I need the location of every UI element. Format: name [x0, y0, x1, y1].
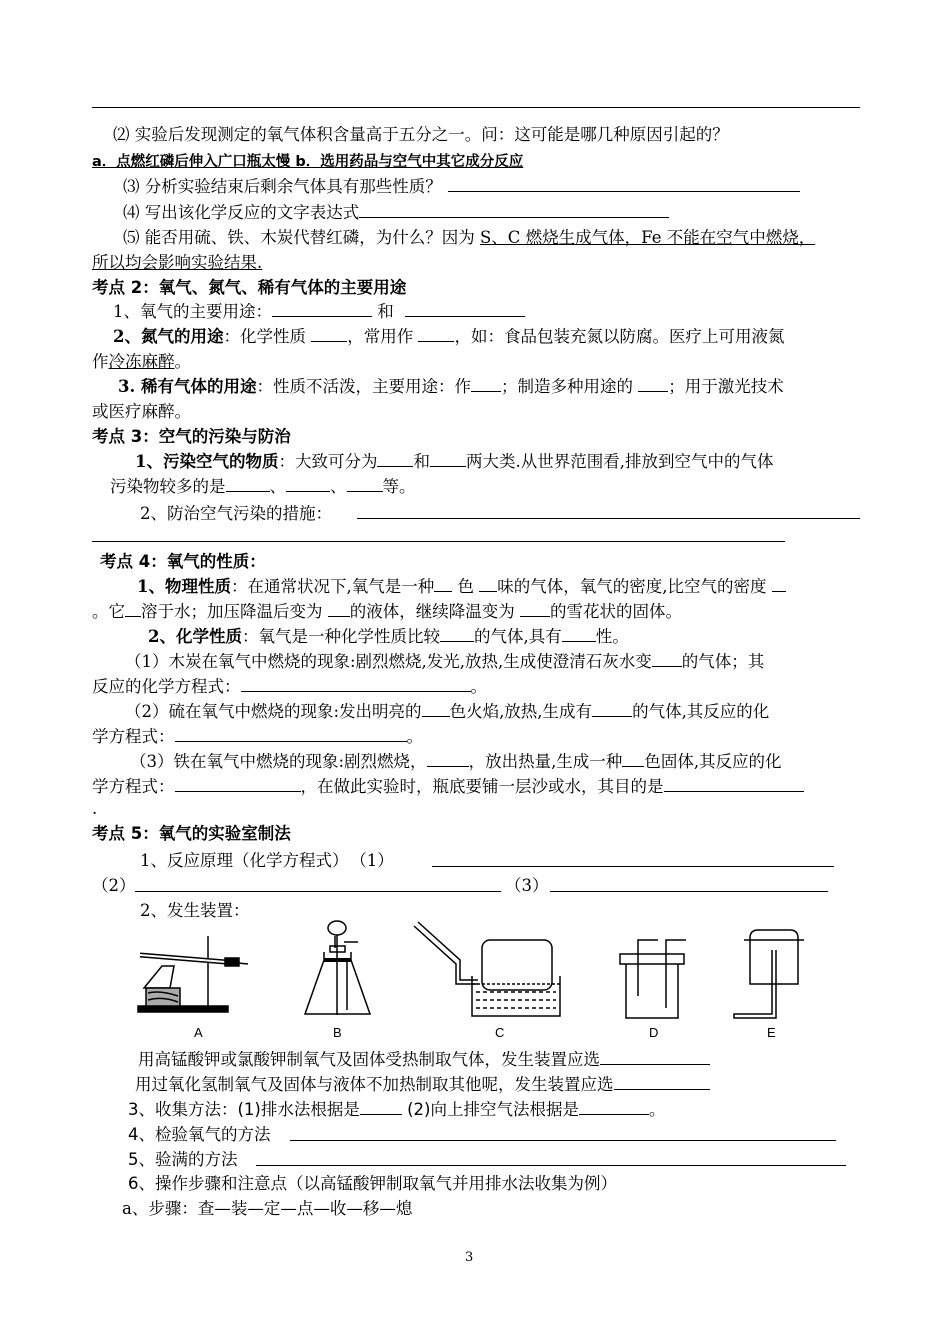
apparatus-e [734, 930, 804, 1018]
noble-gas-uses: 3. 稀有气体的用途：性质不活泼，主要用途：作 ；制造多种用途的 ；用于激光技术 [118, 377, 784, 396]
answer-blank[interactable] [614, 1074, 710, 1090]
carbon-equation: 反应的化学方程式： 。 [92, 677, 487, 696]
iron-equation: 学方程式： ，在做此实验时，瓶底要铺一层沙或水，其目的是 [92, 775, 862, 799]
answer-blank[interactable] [311, 326, 347, 342]
section-title-4: 考点 4：氧气的性质： [100, 552, 266, 571]
steps-line: a、步骤：查—装—定—点—收—移—熄 [122, 1199, 413, 1218]
answer-blank[interactable] [175, 776, 301, 792]
answer-blank[interactable] [359, 202, 669, 218]
sulfur-combustion: （2）硫在氧气中燃烧的现象:发出明亮的 色火焰,放热,生成有 的气体,其反应的化 [125, 702, 770, 721]
answer-blank[interactable] [125, 601, 141, 617]
physical-properties: 1、物理性质：在通常状况下,氧气是一种 色 味的气体，氧气的密度,比空气的密度 [137, 575, 907, 599]
answer-blank[interactable] [422, 701, 450, 717]
nitrogen-uses: 2、氮气的用途：化学性质 ，常用作 ，如：食品包装充氮以防腐。医疗上可用液氮 [113, 327, 785, 346]
answer-blank[interactable] [652, 651, 682, 667]
full-check-method: 5、验满的方法 [128, 1150, 238, 1169]
answer-blank[interactable] [286, 476, 330, 492]
pollutants-cont: 污染物较多的是 、 、 等。 [110, 477, 416, 496]
answer-blank[interactable] [272, 301, 372, 317]
answer-blank[interactable] [226, 476, 270, 492]
question-5: ⑸ 能否用硫、铁、木炭代替红磷，为什么？因为 S、C 燃烧生成气体，Fe 不能在空气中燃烧， [123, 228, 816, 247]
answer-line[interactable] [550, 891, 828, 892]
answer-blank[interactable] [471, 376, 501, 392]
apparatus-heading: 2、发生装置： [140, 901, 250, 920]
answer-blank[interactable] [360, 1099, 402, 1115]
answer-blank[interactable] [434, 576, 452, 592]
figure-label-b: B [333, 1025, 342, 1040]
figure-label-c: C [495, 1025, 505, 1040]
iron-combustion: （3）铁在氧气中燃烧的现象:剧烈燃烧， ，放出热量,生成一种 色固体,其反应的化 [130, 752, 782, 771]
pollutants: 1、污染空气的物质：大致可分为 和 两大类.从世界范围看,排放到空气中的气体 [135, 452, 774, 471]
answer-blank[interactable] [772, 576, 786, 592]
answer-line[interactable] [256, 1165, 846, 1166]
chemical-properties: 2、化学性质：氧气是一种化学性质比较 的气体,具有 性。 [148, 627, 629, 646]
answer-blank[interactable] [430, 451, 466, 467]
steps-heading: 6、操作步骤和注意点（以高锰酸钾制取氧气并用排水法收集为例） [128, 1174, 617, 1193]
answer-blank[interactable] [664, 776, 804, 792]
noble-gas-uses-cont: 或医疗麻醉。 [92, 402, 191, 421]
apparatus-select-2: 用过氧化氢制氧气及固体与液体不加热制取其他呢，发生装置应选 [135, 1073, 905, 1097]
reaction-principle-3: （3） [505, 876, 549, 895]
answer-blank[interactable] [427, 751, 469, 767]
answer-line[interactable] [357, 518, 860, 519]
answer-blank[interactable] [175, 726, 407, 742]
answer-blank[interactable] [328, 601, 350, 617]
answer-blank[interactable] [638, 376, 668, 392]
answer-2: a．点燃红磷后伸入广口瓶太慢 b．选用药品与空气中其它成分反应 [92, 154, 524, 170]
apparatus-figure [130, 918, 810, 1043]
answer-blank[interactable] [347, 476, 383, 492]
nitrogen-uses-cont: 作冷冻麻醉。 [92, 352, 191, 371]
reaction-principle: 1、反应原理（化学方程式） （1） [140, 851, 394, 870]
apparatus-b [305, 921, 370, 1015]
apparatus-c [414, 922, 560, 1016]
header-rule [92, 107, 860, 108]
pollution-control: 2、防治空气污染的措施： [140, 504, 332, 523]
apparatus-d [620, 940, 686, 1018]
figure-label-e: E [767, 1025, 776, 1040]
apparatus-drawing [130, 918, 810, 1043]
answer-blank[interactable] [579, 1099, 649, 1115]
answer-blank[interactable] [622, 751, 644, 767]
answer-blank[interactable] [241, 676, 471, 692]
answer-blank[interactable] [592, 701, 632, 717]
page-number: 3 [465, 1250, 474, 1265]
section-title-3: 考点 3：空气的污染与防治 [92, 427, 291, 446]
sulfur-equation: 学方程式： 。 [92, 727, 423, 746]
figure-label-a: A [194, 1025, 203, 1040]
question-4: ⑷ 写出该化学反应的文字表达式 [123, 201, 893, 225]
question-2: ⑵ 实验后发现测定的氧气体积含量高于五分之一。问：这可能是哪几种原因引起的？ [113, 125, 729, 144]
answer-line[interactable] [432, 866, 834, 867]
collection-method: 3、收集方法：(1)排水法根据是 (2)向上排空气法根据是 。 [128, 1100, 666, 1119]
carbon-combustion: （1）木炭在氧气中燃烧的现象:剧烈燃烧,发光,放热,生成使澄清石灰水变 的气体；其 [125, 652, 765, 671]
answer-line[interactable] [92, 541, 785, 542]
physical-properties-cont: 。它 溶于水；加压降温后变为 的液体，继续降温变为 的雪花状的固体。 [92, 602, 682, 621]
answer-blank[interactable] [377, 451, 413, 467]
oxygen-uses: 1、氧气的主要用途： 和 [113, 300, 883, 324]
answer-blank[interactable] [418, 326, 454, 342]
answer-blank[interactable] [448, 176, 800, 192]
answer-blank[interactable] [405, 301, 525, 317]
answer-blank[interactable] [520, 601, 550, 617]
answer-blank[interactable] [440, 626, 474, 642]
answer-5-cont: 所以均会影响实验结果. [92, 253, 263, 272]
apparatus-a [138, 936, 248, 1012]
answer-blank[interactable] [562, 626, 596, 642]
question-3: ⑶ 分析实验结束后剩余气体具有那些性质？ [123, 175, 893, 199]
answer-blank[interactable] [600, 1049, 710, 1065]
section-title-5: 考点 5：氧气的实验室制法 [92, 824, 291, 843]
test-method: 4、检验氧气的方法 [128, 1125, 271, 1144]
iron-equation-end: . [92, 799, 98, 818]
apparatus-select-1: 用高锰酸钾或氯酸钾制氧气及固体受热制取气体，发生装置应选 [138, 1048, 908, 1072]
answer-line[interactable] [290, 1140, 836, 1141]
figure-label-d: D [649, 1025, 659, 1040]
answer-blank[interactable] [479, 576, 497, 592]
section-title-2: 考点 2：氧气、氮气、稀有气体的主要用途 [92, 278, 407, 297]
answer-line[interactable] [135, 891, 501, 892]
reaction-principle-cont: （2） [92, 876, 136, 895]
